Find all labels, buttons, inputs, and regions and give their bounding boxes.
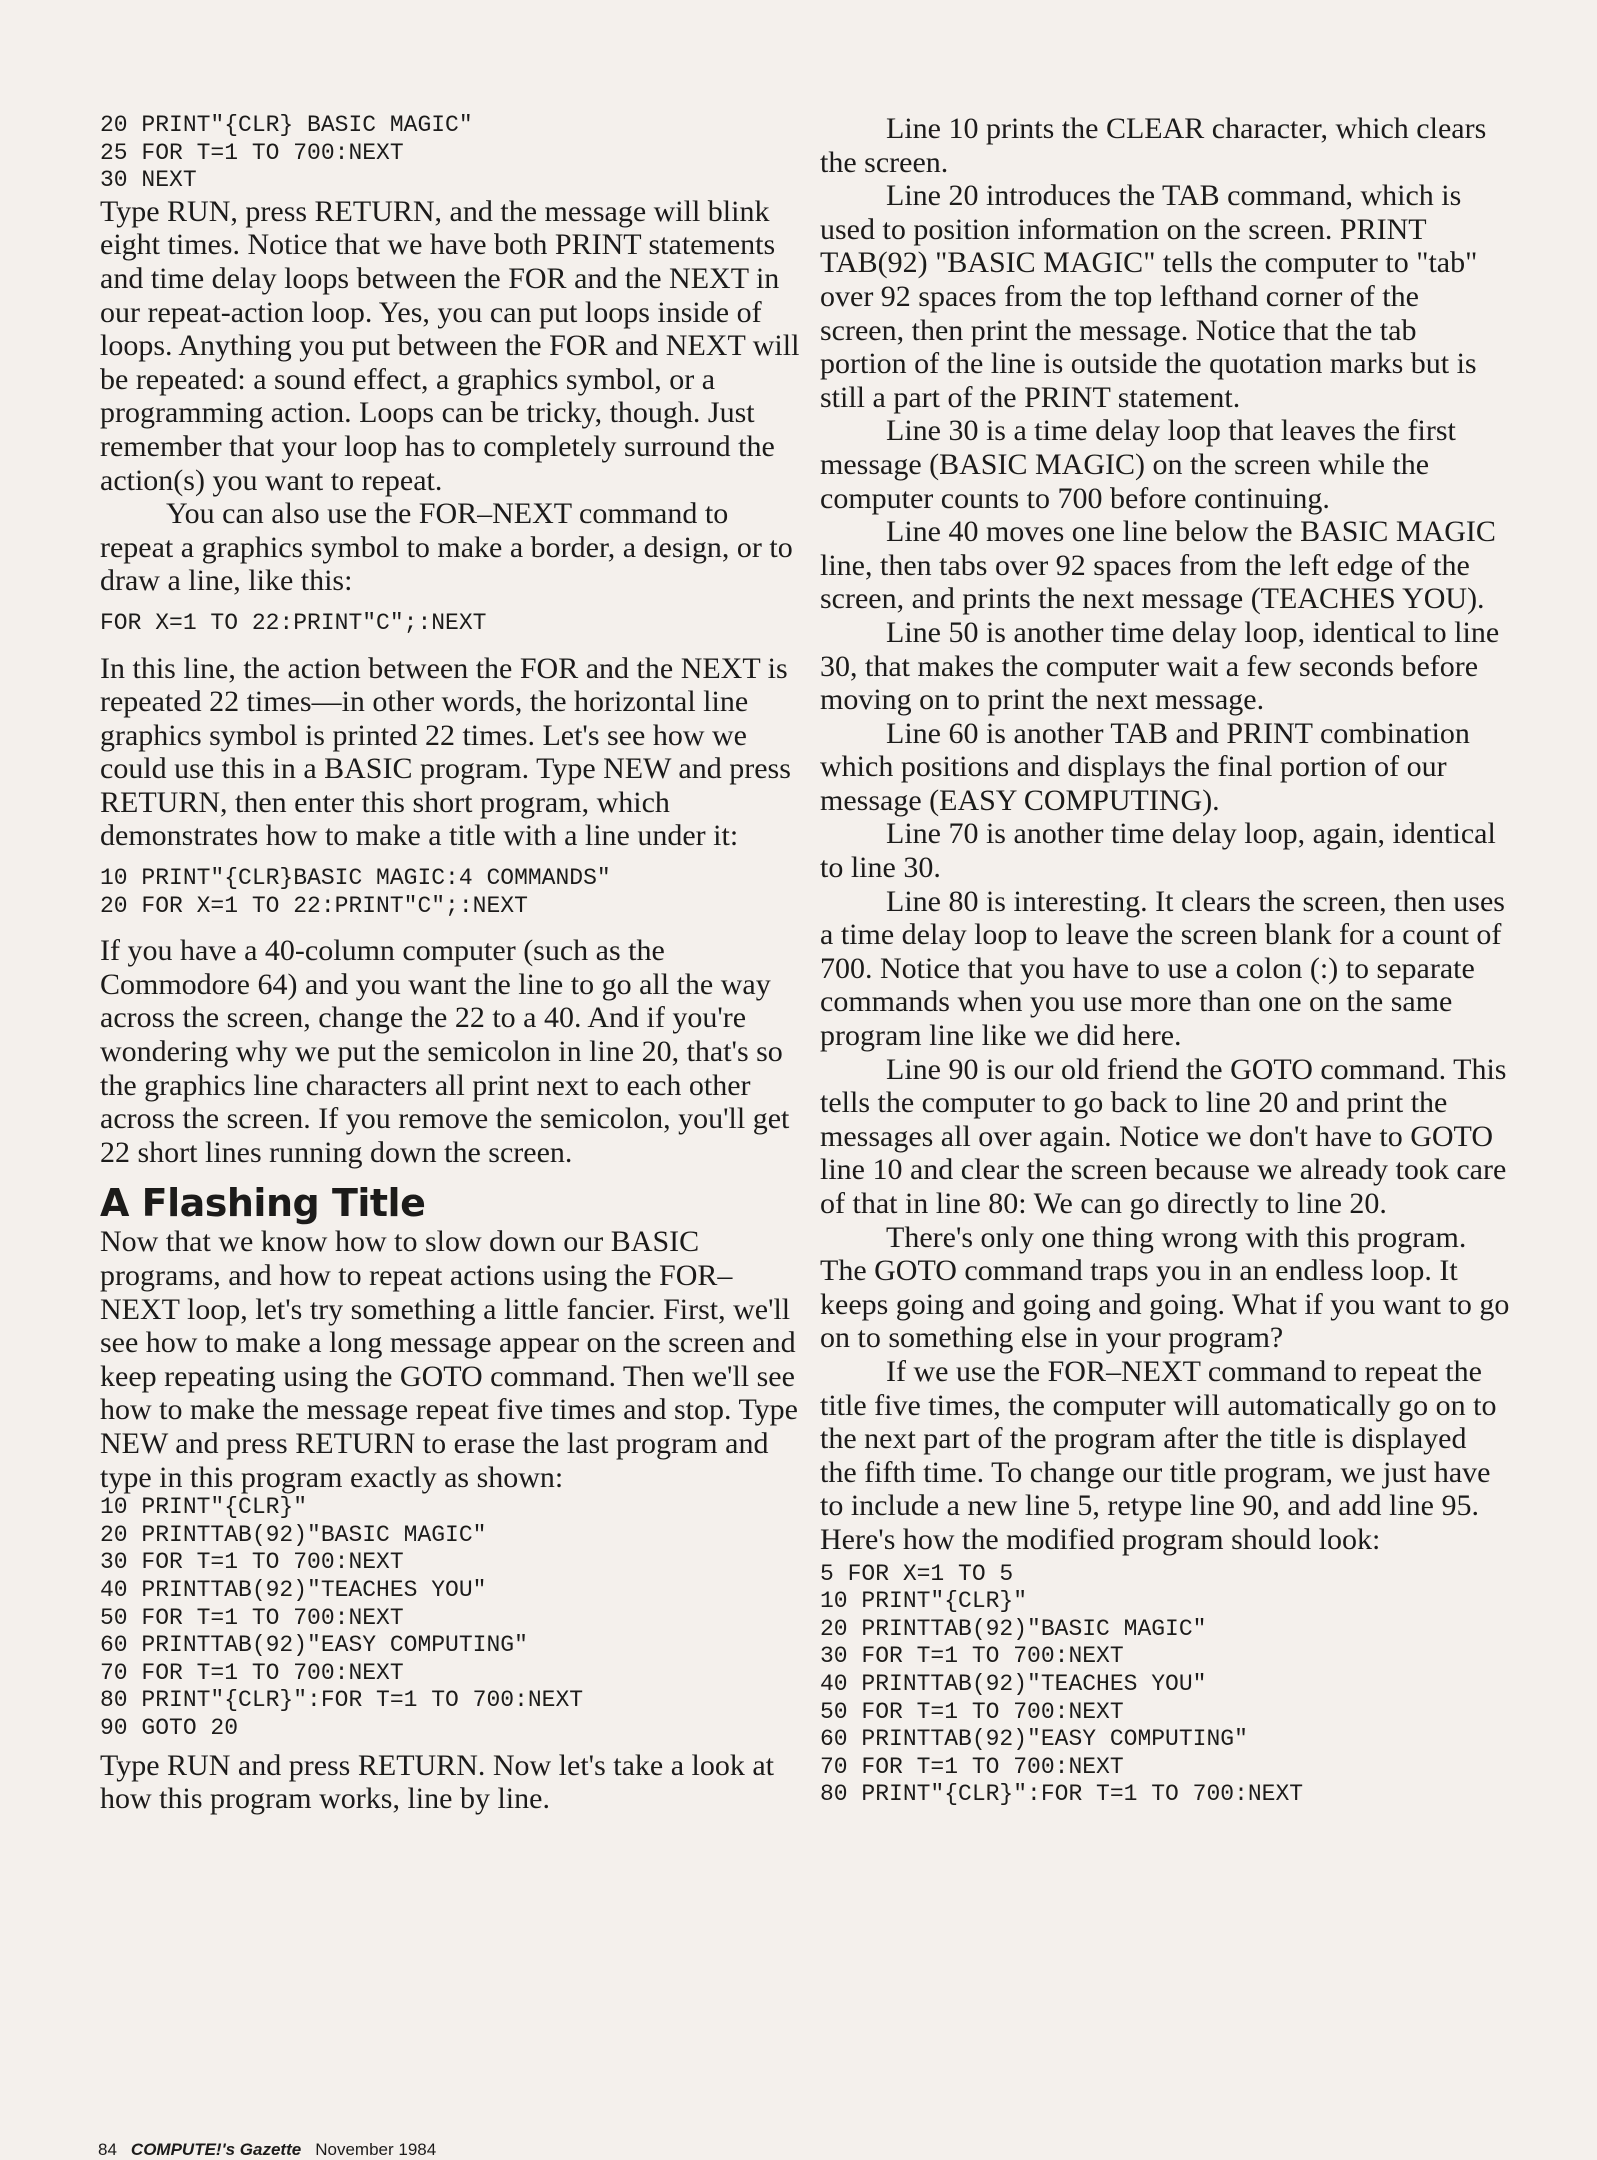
paragraph: Type RUN, press RETURN, and the message will blink eight times. Notice that we have both PRINT statements and time delay loops between the FOR and the NEXT in our repeat-action loop. Yes, you can put loops inside of loops. Anything you put between the FOR and NEXT will be repeated: a sound effect, a graphics symbol, or a programming action. Loops can be tricky, though. Just remember that your loop has to completely surround the action(s) you want to repeat. (100, 194, 800, 497)
code-listing: 20 PRINT"{CLR} BASIC MAGIC" 25 FOR T=1 TO 700:NEXT 30 NEXT (100, 112, 473, 194)
paragraph: Line 10 prints the CLEAR character, which clears the screen. (820, 112, 1487, 179)
issue-date: November 1984 (315, 2140, 437, 2159)
paragraph: Line 80 is interesting. It clears the screen, then uses a time delay loop to leave the screen blank for a count of 700. Notice that you have to use a colon (:) to separate commands when you use more than one on the same program line like we did here. (820, 884, 1505, 1053)
paragraph: Line 50 is another time delay loop, identical to line 30, that makes the computer wait a few seconds before moving on to print the next message. (820, 615, 1500, 717)
section-heading: A Flashing Title (100, 1181, 426, 1226)
paragraph: Line 20 introduces the TAB command, which is used to position information on the screen. PRINT TAB(92) "BASIC MAGIC" tells the computer to "tab" over 92 spaces from the top lefthand corner of the screen, then print the message. Notice that the tab portion of the line is outside the quotation marks but is still a part of the PRINT statement. (820, 179, 1478, 414)
page-number: 84 (98, 2140, 117, 2159)
code-listing: 10 PRINT"{CLR}BASIC MAGIC:4 COMMANDS" 20 FOR X=1 TO 22:PRINT"C";:NEXT (100, 865, 611, 919)
right-column (820, 112, 1510, 1809)
code-listing: 10 PRINT"{CLR}" 20 PRINTTAB(92)"BASIC MAGIC" 30 FOR T=1 TO 700:NEXT 40 PRINTTAB(92)"TEACHES YOU" 50 FOR T=1 TO 700:NEXT 60 PRINTTAB(92)"EASY COMPUTING" 70 FOR T=1 TO 700:NEXT 80 PRINT"{CLR}":FOR T=1 TO 700:NEXT 90 GOTO 20 (100, 1494, 584, 1741)
paragraph: Line 30 is a time delay loop that leaves the first message (BASIC MAGIC) on the screen while the computer counts to 700 before continuing. (820, 414, 1456, 515)
publication-name: COMPUTE!'s Gazette (130, 2140, 302, 2159)
code-listing: 5 FOR X=1 TO 5 10 PRINT"{CLR}" 20 PRINTTAB(92)"BASIC MAGIC" 30 FOR T=1 TO 700:NEXT 40 PRINTTAB(92)"TEACHES YOU" 50 FOR T=1 TO 700:NEXT 60 PRINTTAB(92)"EASY COMPUTING" 70 FOR T=1 TO 700:NEXT 80 PRINT"{CLR}":FOR T=1 TO 700:NEXT (820, 1560, 1304, 1808)
left-column (100, 112, 800, 1816)
paragraph: You can also use the FOR–NEXT command to repeat a graphics symbol to make a border, a design, or to draw a line, like this: (100, 497, 793, 598)
paragraph: Now that we know how to slow down our BASIC programs, and how to repeat actions using the FOR–NEXT loop, let's try something a little fancier. First, we'll see how to make a long message appear on the screen and keep repeating using the GOTO command. Then we'll see how to make the message repeat five times and stop. Type NEW and press RETURN to erase the last program and type in this program exactly as shown: (100, 1225, 798, 1494)
paragraph: If we use the FOR–NEXT command to repeat the title five times, the computer will automatically go on to the next part of the program after the title is displayed the fifth time. To change our title program, we just have to include a new line 5, retype line 90, and add line 95. Here's how the modified program should look: (820, 1354, 1497, 1556)
paragraph: In this line, the action between the FOR and the NEXT is repeated 22 times—in other words, the horizontal line graphics symbol is printed 22 times. Let's see how we could use this in a BASIC program. Type NEW and press RETURN, then enter this short program, which demonstrates how to make a title with a line under it: (100, 651, 791, 853)
paragraph: Line 60 is another TAB and PRINT combination which positions and displays the final portion of our message (EASY COMPUTING). (820, 716, 1470, 817)
paragraph: Line 90 is our old friend the GOTO command. This tells the computer to go back to line 20 and print the messages all over again. Notice we don't have to GOTO line 10 and clear the screen because we already took care of that in line 80: We can go directly to line 20. (820, 1052, 1507, 1220)
paragraph: Line 70 is another time delay loop, again, identical to line 30. (820, 817, 1496, 885)
paragraph: Line 40 moves one line below the BASIC MAGIC line, then tabs over 92 spaces from the left edge of the screen, and prints the next message (TEACHES YOU). (820, 515, 1496, 616)
paragraph: Type RUN and press RETURN. Now let's take a look at how this program works, line by line. (100, 1748, 775, 1816)
page-footer (98, 2140, 436, 2160)
paragraph: If you have a 40-column computer (such as the Commodore 64) and you want the line to go all the way across the screen, change the 22 to a 40. And if you're wondering why we put the semicolon in line 20, that's so the graphics line characters all print next to each other across the screen. If you remove the semicolon, you'll get 22 short lines running down the screen. (100, 934, 790, 1169)
code-listing: FOR X=1 TO 22:PRINT"C";:NEXT (100, 609, 487, 636)
paragraph: There's only one thing wrong with this program. The GOTO command traps you in an endless loop. It keeps going and going and going. What if you want to go on to something else in your program? (820, 1220, 1510, 1355)
